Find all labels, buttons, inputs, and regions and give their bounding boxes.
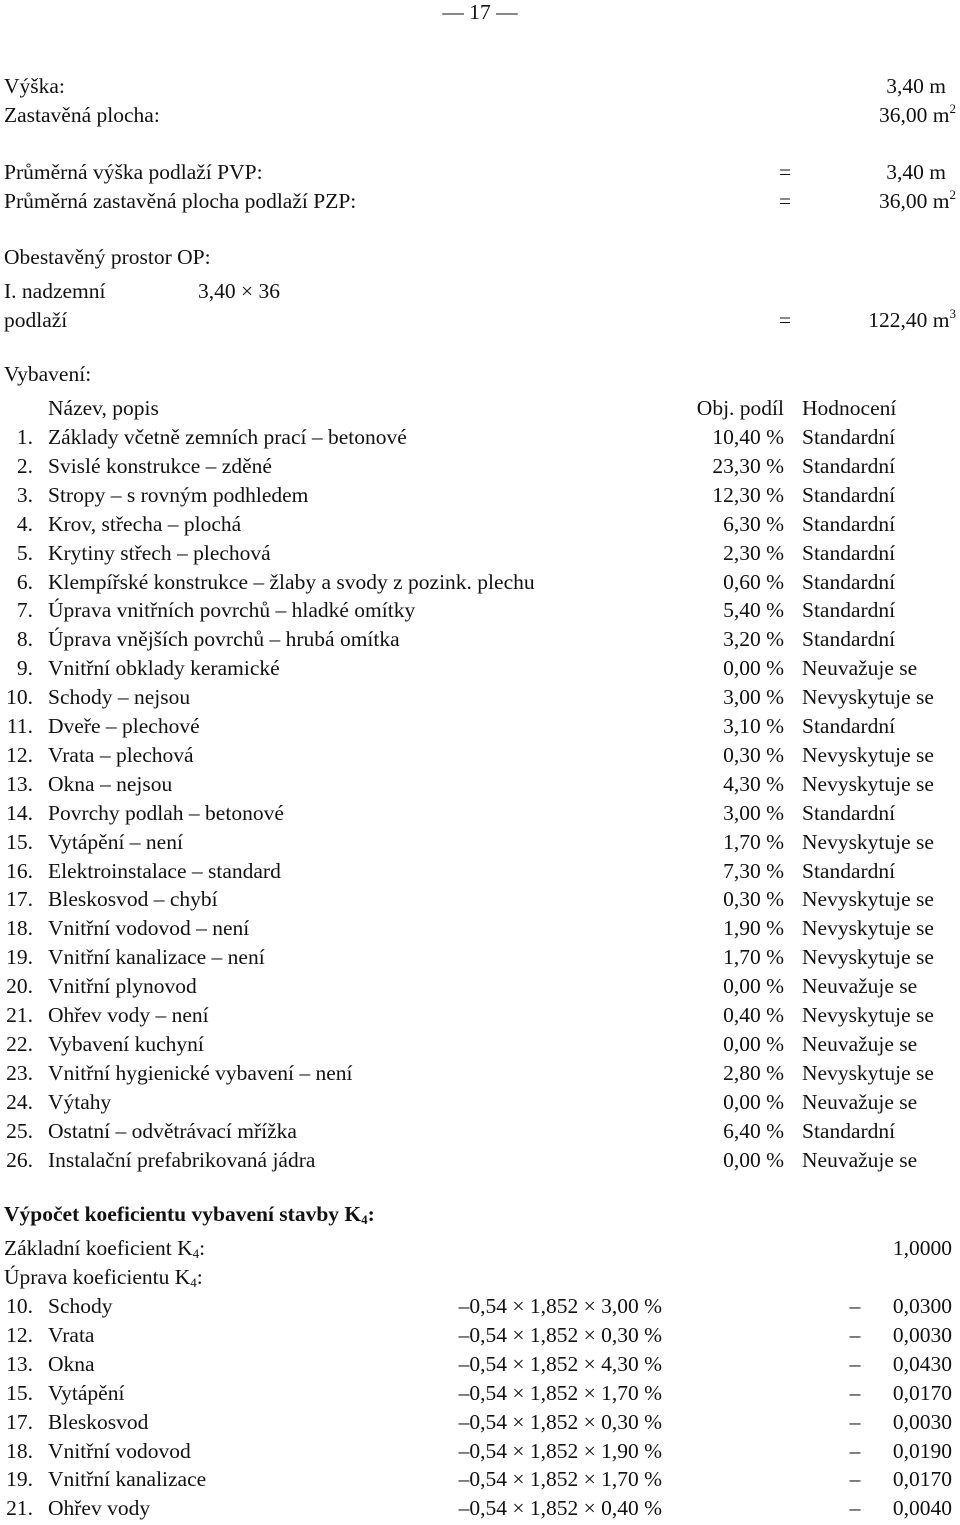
k4-uprava-label [4,1265,203,1290]
k4-row-result: 0,0040 [892,1496,952,1521]
equipment-name: Instalační prefabrikovaná jádra [48,1147,316,1172]
equipment-number: 6. [16,569,33,594]
vyska-value: 3,40 m [886,74,946,98]
k4-row-calculation: –0,54 × 1,852 × 0,30 % [458,1322,662,1347]
equipment-rating: Nevyskytuje se [802,771,934,796]
zastavena-row [0,103,960,132]
k4-row-number: 10. [6,1294,33,1318]
k4-row-number: 12. [6,1322,33,1347]
obestaveny-line1-label: I. nadzemní [4,279,106,303]
vybaveni-heading-row [0,362,960,391]
prumerna-plocha-value-group [879,189,956,214]
obestaveny-eq: = [779,308,792,332]
k4-heading-sub: 4 [361,1212,368,1227]
equipment-name: Vytápění – není [48,829,183,854]
equipment-share: 7,30 % [723,858,784,883]
equipment-share: 3,10 % [723,714,784,738]
k4-heading-row [0,1202,960,1231]
equipment-rating: Nevyskytuje se [802,1060,934,1085]
k4-row-result: 0,0300 [892,1294,952,1318]
equipment-share: 5,40 % [723,598,784,623]
equipment-number: 12. [6,742,33,767]
equipment-number: 26. [6,1147,33,1172]
equipment-row [0,1148,960,1177]
k4-row-minus: – [849,1294,861,1318]
equipment-number: 21. [6,1003,33,1027]
equipment-name: Výtahy [48,1089,112,1114]
equipment-rating: Standardní [802,627,896,652]
k4-row-name: Schody [48,1294,113,1318]
k4-row-calculation: –0,54 × 1,852 × 1,70 % [458,1380,662,1405]
equipment-number: 9. [16,656,33,681]
equipment-name: Úprava vnějších povrchů – hrubá omítka [48,627,400,652]
equipment-name: Schody – nejsou [48,685,191,710]
k4-adjustment-row [0,1352,960,1381]
prumerna-plocha-value: 36,00 m [879,189,950,213]
equipment-number: 25. [6,1118,33,1143]
equipment-number: 11. [6,714,33,738]
equipment-number: 8. [16,627,33,652]
equipment-row [0,483,960,512]
equipment-row [0,598,960,627]
equipment-row [0,974,960,1003]
vyska-row [0,74,960,103]
k4-zakladni-end: : [199,1236,206,1260]
equipment-rating: Nevyskytuje se [802,685,934,710]
equipment-row [0,916,960,945]
equipment-row [0,887,960,916]
equipment-rating: Standardní [802,511,896,536]
vybaveni-heading: Vybavení: [4,362,92,386]
k4-row-name: Vnitřní kanalizace [48,1467,207,1492]
equipment-share: 0,30 % [723,742,784,767]
equipment-number: 17. [6,887,33,912]
equipment-row [0,454,960,483]
equipment-share: 0,00 % [723,1031,784,1056]
equipment-number: 14. [6,800,33,825]
k4-zakladni-row [0,1236,960,1265]
equipment-number: 18. [6,916,33,941]
k4-row-number: 15. [6,1380,33,1405]
k4-row-result: 0,0190 [892,1438,952,1463]
k4-row-minus: – [849,1496,861,1521]
k4-adjustment-row [0,1439,960,1468]
zastavena-exp: 2 [949,101,956,116]
equipment-name: Krytiny střech – plechová [48,540,271,565]
equipment-rating: Standardní [802,858,896,883]
equipment-share: 0,00 % [723,1147,784,1172]
equipment-rating: Nevyskytuje se [802,1003,934,1027]
equipment-number: 3. [16,482,33,507]
equipment-row [0,1090,960,1119]
equipment-number: 20. [6,974,33,999]
equipment-row [0,830,960,859]
equipment-number: 10. [6,685,33,710]
equipment-name: Základy včetně zemních prací – betonové [48,425,407,449]
k4-heading [4,1202,375,1227]
equipment-name: Klempířské konstrukce – žlaby a svody z pozink. plechu [48,569,535,594]
k4-row-number: 21. [6,1496,33,1521]
equipment-rating: Nevyskytuje se [802,829,934,854]
k4-row-result: 0,0030 [892,1322,952,1347]
equipment-share: 0,60 % [723,569,784,594]
k4-row-minus: – [849,1467,861,1492]
equipment-row [0,425,960,454]
k4-row-result: 0,0030 [892,1409,952,1434]
equipment-number: 1. [16,425,33,449]
equipment-name: Krov, střecha – plochá [48,511,242,536]
equipment-share: 10,40 % [712,425,784,449]
k4-row-number: 13. [6,1351,33,1376]
equipment-row [0,945,960,974]
prumerna-vyska-row [0,160,960,189]
equipment-share: 0,00 % [723,1089,784,1114]
equipment-rating: Nevyskytuje se [802,887,934,912]
prumerna-plocha-label: Průměrná zastavěná plocha podlaží PZP: [4,189,357,213]
k4-zakladni-text: Základní koeficient K [4,1236,193,1260]
equipment-share: 3,00 % [723,685,784,710]
vybaveni-header-row [0,396,960,425]
prumerna-vyska-eq: = [779,160,792,184]
k4-row-name: Vrata [48,1322,95,1347]
k4-row-result: 0,0430 [892,1351,952,1376]
equipment-row [0,1061,960,1090]
k4-row-calculation: –0,54 × 1,852 × 1,70 % [458,1467,662,1492]
equipment-name: Vnitřní hygienické vybavení – není [48,1060,353,1085]
k4-row-minus: – [849,1409,861,1434]
k4-row-name: Bleskosvod [48,1409,149,1434]
obestaveny-value-group [868,308,956,333]
k4-row-number: 19. [6,1467,33,1492]
equipment-rating: Nevyskytuje se [802,916,934,941]
equipment-name: Svislé konstrukce – zděné [48,453,272,478]
k4-row-name: Vnitřní vodovod [48,1438,191,1463]
page-number-line [0,0,960,29]
equipment-row [0,714,960,743]
prumerna-plocha-eq: = [779,189,792,213]
page-number: — 17 — [442,0,518,24]
equipment-row [0,1003,960,1032]
k4-uprava-text: Úprava koeficientu K [4,1265,191,1289]
equipment-share: 6,40 % [723,1118,784,1143]
col-rating-header: Hodnocení [802,396,897,420]
equipment-rating: Neuvažuje se [802,974,918,999]
equipment-rating: Neuvažuje se [802,1089,918,1114]
equipment-number: 23. [6,1060,33,1085]
equipment-name: Ostatní – odvětrávací mřížka [48,1118,297,1143]
equipment-rating: Standardní [802,453,896,478]
equipment-rating: Standardní [802,540,896,565]
zastavena-value: 36,00 m [879,103,950,127]
k4-row-minus: – [849,1438,861,1463]
obestaveny-formula: 3,40 × 36 [198,279,281,303]
equipment-row [0,743,960,772]
equipment-name: Vnitřní plynovod [48,974,197,999]
k4-row-calculation: –0,54 × 1,852 × 0,40 % [458,1496,662,1521]
equipment-name: Úprava vnitřních povrchů – hladké omítky [48,598,416,623]
equipment-share: 0,40 % [723,1003,784,1027]
equipment-share: 0,00 % [723,656,784,681]
equipment-row [0,541,960,570]
obestaveny-heading: Obestavěný prostor OP: [4,245,211,269]
equipment-number: 7. [16,598,33,623]
k4-row-minus: – [849,1322,861,1347]
equipment-share: 0,30 % [723,887,784,912]
equipment-share: 12,30 % [712,482,784,507]
k4-row-name: Ohřev vody [48,1496,151,1521]
equipment-share: 3,20 % [723,627,784,652]
equipment-row [0,570,960,599]
prumerna-vyska-label: Průměrná výška podlaží PVP: [4,160,263,184]
equipment-number: 5. [16,540,33,565]
equipment-rating: Nevyskytuje se [802,742,934,767]
equipment-row [0,801,960,830]
equipment-number: 2. [16,453,33,478]
k4-zakladni-value: 1,0000 [892,1236,952,1260]
equipment-name: Vrata – plechová [48,742,194,767]
equipment-row [0,685,960,714]
k4-row-calculation: –0,54 × 1,852 × 1,90 % [458,1438,662,1463]
equipment-row [0,859,960,888]
equipment-number: 15. [6,829,33,854]
k4-row-minus: – [849,1380,861,1405]
k4-row-result: 0,0170 [892,1467,952,1492]
equipment-row [0,512,960,541]
k4-row-name: Okna [48,1351,95,1376]
equipment-name: Bleskosvod – chybí [48,887,218,912]
equipment-name: Vybavení kuchyní [48,1031,204,1056]
k4-zakladni-label [4,1236,205,1261]
equipment-share: 0,00 % [723,974,784,999]
equipment-number: 22. [6,1031,33,1056]
equipment-name: Stropy – s rovným podhledem [48,482,309,507]
k4-adjustment-row [0,1467,960,1496]
col-share-header: Obj. podíl [696,396,784,420]
equipment-rating: Standardní [802,569,896,594]
k4-uprava-sub: 4 [190,1275,197,1290]
vyska-label: Výška: [4,74,65,98]
equipment-row [0,1119,960,1148]
k4-heading-end: : [367,1202,375,1226]
equipment-number: 13. [6,771,33,796]
equipment-rating: Nevyskytuje se [802,945,934,970]
equipment-rating: Standardní [802,714,896,738]
equipment-share: 6,30 % [723,511,784,536]
equipment-share: 1,70 % [723,945,784,970]
k4-row-minus: – [849,1351,861,1376]
equipment-share: 2,80 % [723,1060,784,1085]
equipment-share: 2,30 % [723,540,784,565]
zastavena-value-group [879,103,956,128]
zastavena-label: Zastavěná plocha: [4,103,160,127]
equipment-row [0,772,960,801]
obestaveny-line2-label: podlaží [4,308,68,332]
equipment-rating: Standardní [802,482,896,507]
equipment-row [0,656,960,685]
obestaveny-line1 [0,279,960,308]
equipment-share: 3,00 % [723,800,784,825]
k4-row-calculation: –0,54 × 1,852 × 4,30 % [458,1351,662,1376]
equipment-name: Vnitřní vodovod – není [48,916,250,941]
k4-uprava-row [0,1265,960,1294]
equipment-name: Ohřev vody – není [48,1003,209,1027]
equipment-rating: Neuvažuje se [802,1031,918,1056]
k4-adjustment-row [0,1496,960,1525]
equipment-number: 24. [6,1089,33,1114]
equipment-number: 16. [6,858,33,883]
k4-adjustment-row [0,1294,960,1323]
equipment-rating: Standardní [802,598,896,623]
equipment-share: 1,90 % [723,916,784,941]
k4-adjustment-row [0,1381,960,1410]
k4-row-number: 18. [6,1438,33,1463]
equipment-share: 1,70 % [723,829,784,854]
equipment-rating: Neuvažuje se [802,1147,918,1172]
k4-row-result: 0,0170 [892,1380,952,1405]
obestaveny-line2 [0,308,960,337]
equipment-name: Vnitřní obklady keramické [48,656,280,681]
col-name-header: Název, popis [48,396,159,420]
obestaveny-exp: 3 [949,306,956,321]
equipment-rating: Standardní [802,425,896,449]
prumerna-vyska-value: 3,40 m [886,160,946,184]
equipment-number: 4. [16,511,33,536]
k4-row-name: Vytápění [48,1380,125,1405]
equipment-share: 4,30 % [723,771,784,796]
equipment-name: Okna – nejsou [48,771,173,796]
k4-row-calculation: –0,54 × 1,852 × 0,30 % [458,1409,662,1434]
equipment-rating: Standardní [802,800,896,825]
equipment-number: 19. [6,945,33,970]
equipment-rating: Standardní [802,1118,896,1143]
k4-row-calculation: –0,54 × 1,852 × 3,00 % [458,1294,662,1318]
equipment-rating: Neuvažuje se [802,656,918,681]
equipment-name: Elektroinstalace – standard [48,858,281,883]
equipment-name: Povrchy podlah – betonové [48,800,284,825]
obestaveny-heading-row [0,245,960,274]
obestaveny-value: 122,40 m [868,308,950,332]
prumerna-plocha-row [0,189,960,218]
k4-uprava-end: : [196,1265,203,1289]
k4-zakladni-sub: 4 [192,1246,200,1261]
equipment-share: 23,30 % [712,453,784,478]
k4-adjustment-row [0,1410,960,1439]
equipment-name: Vnitřní kanalizace – není [48,945,265,970]
k4-heading-text: Výpočet koeficientu vybavení stavby K [4,1202,362,1226]
k4-row-number: 17. [6,1409,33,1434]
equipment-row [0,627,960,656]
equipment-name: Dveře – plechové [48,714,200,738]
equipment-row [0,1032,960,1061]
prumerna-plocha-exp: 2 [949,187,956,202]
k4-adjustment-row [0,1323,960,1352]
